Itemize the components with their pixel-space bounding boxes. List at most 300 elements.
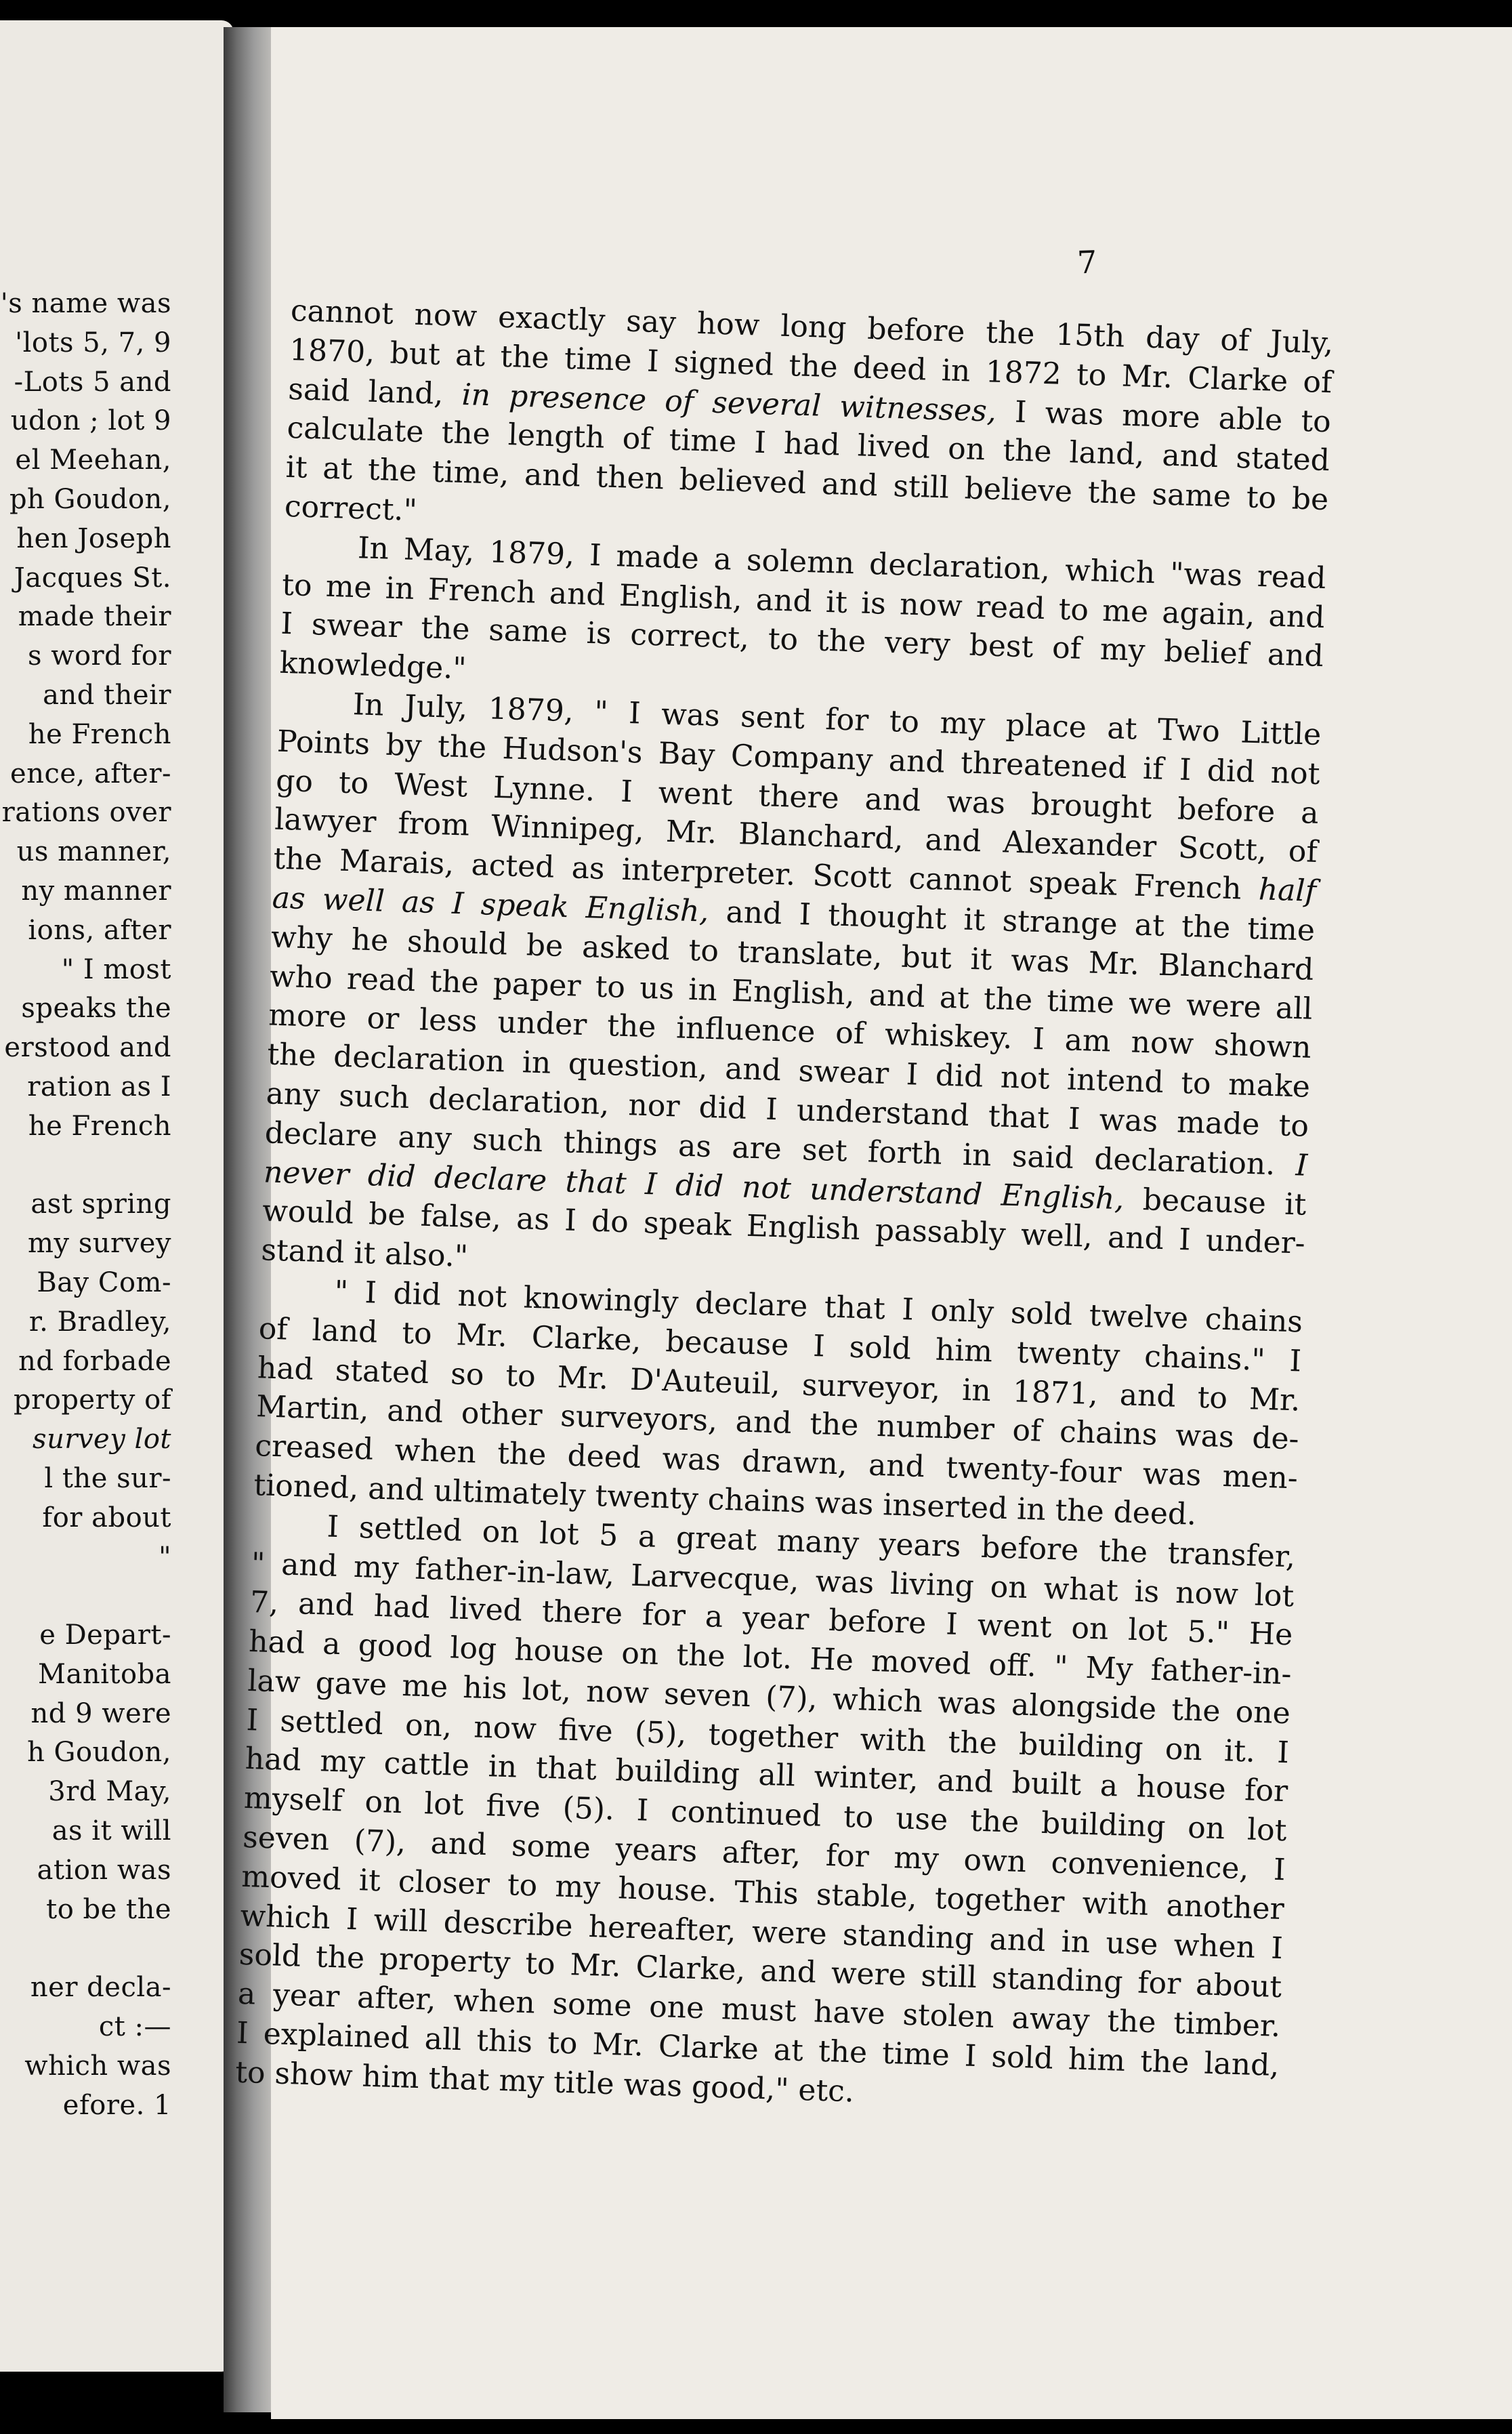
word: at xyxy=(455,337,486,373)
word: do xyxy=(591,1203,629,1240)
previous-page-line: e Depart- xyxy=(39,1620,171,1651)
previous-page-line: hen Joseph xyxy=(16,522,171,554)
italic-word: as xyxy=(272,880,306,917)
word: but xyxy=(389,335,441,372)
word: D'Auteuil, xyxy=(629,1362,781,1401)
word: thought xyxy=(827,898,948,936)
word: sold xyxy=(1010,1296,1073,1332)
word: time xyxy=(668,423,738,460)
word: creased xyxy=(254,1428,374,1467)
word: Mr. xyxy=(455,1317,508,1354)
word: such xyxy=(471,1121,544,1159)
previous-page-line: Jacques St. xyxy=(14,562,171,594)
word: but xyxy=(900,939,952,976)
word: Little xyxy=(1240,715,1322,753)
word: now xyxy=(473,1710,537,1747)
previous-page-line xyxy=(1,1147,171,1186)
previous-page-line: h Goudon, xyxy=(27,1737,171,1769)
word: lot xyxy=(539,1516,580,1552)
word: before xyxy=(866,311,966,350)
word: it xyxy=(825,584,848,620)
word: the xyxy=(420,611,471,647)
word: I xyxy=(326,1509,339,1544)
word: me xyxy=(401,1668,448,1705)
word: forth xyxy=(867,1134,943,1172)
word: was xyxy=(1098,1102,1158,1139)
word: time xyxy=(1046,983,1115,1020)
word: men- xyxy=(1221,1459,1299,1496)
word: the xyxy=(1002,433,1053,470)
word: Blanchard, xyxy=(738,817,904,857)
word: years xyxy=(878,1526,962,1564)
word: the xyxy=(272,841,323,878)
previous-page-line: which was xyxy=(24,2050,171,2082)
word: lived xyxy=(448,1591,523,1628)
word: swear xyxy=(797,1054,889,1092)
word: I xyxy=(1032,1022,1045,1057)
previous-page-line: ions, after xyxy=(28,914,171,946)
word: I xyxy=(628,695,642,731)
previous-page-line: survey lot xyxy=(33,1424,171,1456)
word: translate, xyxy=(737,934,883,974)
word: set xyxy=(801,1132,848,1169)
word: was xyxy=(937,1685,997,1722)
word: that xyxy=(535,1750,597,1788)
word: to xyxy=(1246,480,1277,516)
italic-word: witnesses, xyxy=(839,389,997,429)
word: I xyxy=(1179,752,1192,787)
word: closer xyxy=(398,1864,490,1902)
word: tioned, xyxy=(253,1468,360,1506)
word: and xyxy=(821,466,879,503)
word: and xyxy=(936,1763,994,1800)
previous-page-line: us manner, xyxy=(16,836,171,868)
word: the xyxy=(983,981,1033,1018)
word: belief xyxy=(1163,634,1249,672)
previous-page-line: s word for xyxy=(27,640,171,672)
word: lot xyxy=(423,1786,465,1823)
word: declaration. xyxy=(1093,1141,1276,1182)
word: why xyxy=(270,920,333,957)
italic-word: English, xyxy=(1000,1178,1125,1216)
word: now xyxy=(1130,1025,1194,1062)
italic-word: several xyxy=(711,385,822,424)
word: " xyxy=(593,695,609,730)
word: still xyxy=(920,1958,978,1996)
word: same xyxy=(1151,477,1232,514)
previous-page-line: erstood and xyxy=(4,1032,171,1064)
word: chains xyxy=(1204,1302,1303,1340)
word: sold xyxy=(238,1937,301,1975)
word: whiskey. xyxy=(884,1017,1013,1056)
word: because xyxy=(1142,1182,1267,1221)
word: declare xyxy=(264,1115,378,1154)
word: there xyxy=(757,778,840,816)
word: now xyxy=(899,587,963,623)
word: and xyxy=(755,582,813,619)
word: I xyxy=(765,1092,778,1128)
word: Mr. xyxy=(665,814,717,851)
word: and xyxy=(429,1825,488,1863)
word: correct, xyxy=(629,617,750,656)
word: at xyxy=(773,2032,804,2069)
word: Marais, xyxy=(339,843,455,882)
word: convenience, xyxy=(1050,1845,1250,1886)
word: us xyxy=(639,970,675,1006)
word: make xyxy=(1227,1067,1311,1105)
word: moved xyxy=(240,1859,342,1897)
word: I xyxy=(1276,1735,1290,1771)
word: on xyxy=(947,431,986,468)
word: Clarke, xyxy=(635,1950,747,1988)
word: sent xyxy=(740,699,805,737)
word: building xyxy=(1018,1727,1144,1766)
word: read xyxy=(975,589,1046,626)
word: cannot xyxy=(908,861,1013,899)
word: knowingly xyxy=(523,1280,679,1320)
word: of xyxy=(1219,323,1251,358)
word: the xyxy=(1098,1533,1148,1570)
word: in xyxy=(961,1372,992,1408)
word: in xyxy=(487,1749,518,1786)
word: property xyxy=(379,1941,511,1981)
word: the xyxy=(315,1939,365,1977)
word: I xyxy=(812,1328,826,1364)
word: did xyxy=(935,1058,984,1094)
word: transfer, xyxy=(1167,1535,1296,1575)
word: show xyxy=(274,2056,354,2093)
word: a xyxy=(1099,1769,1118,1804)
word: be xyxy=(368,1197,406,1233)
word: such xyxy=(338,1078,411,1115)
word: Clarke xyxy=(658,2029,759,2067)
word: for xyxy=(642,1597,686,1634)
previous-page-line: efore. 1 xyxy=(62,2089,171,2121)
word: timber. xyxy=(1173,2006,1281,2044)
word: to xyxy=(1278,1108,1309,1144)
previous-page-line: made their xyxy=(18,601,171,633)
word: log xyxy=(449,1630,497,1667)
word: a xyxy=(1300,795,1320,831)
word: more xyxy=(1121,398,1201,435)
word: only xyxy=(929,1293,995,1330)
word: I xyxy=(620,774,633,809)
word: winter, xyxy=(813,1759,919,1798)
italic-word: I xyxy=(644,1166,658,1202)
word: my xyxy=(893,1840,940,1877)
italic-word: of xyxy=(664,384,694,419)
word: another xyxy=(1165,1888,1285,1927)
word: I xyxy=(245,1702,259,1738)
word: to xyxy=(505,1358,537,1394)
word: is xyxy=(1133,1573,1160,1609)
word: lot xyxy=(1254,1577,1295,1613)
word: him xyxy=(1068,2042,1126,2079)
word: land xyxy=(311,1313,379,1350)
word: of xyxy=(258,1311,289,1347)
previous-page-line: " xyxy=(159,1541,171,1573)
word: inserted xyxy=(882,1487,1009,1526)
word: drawn, xyxy=(741,1443,848,1482)
word: made xyxy=(1176,1105,1261,1142)
word: be xyxy=(1291,481,1329,518)
previous-page-line xyxy=(1,1577,171,1616)
word: years xyxy=(614,1832,698,1870)
word: in xyxy=(688,972,718,1008)
word: intend xyxy=(1066,1062,1164,1100)
previous-page-line xyxy=(1,1929,171,1968)
word: be xyxy=(526,928,564,964)
word: calculate xyxy=(286,411,425,450)
word: went xyxy=(657,775,734,812)
word: some xyxy=(511,1828,591,1866)
word: on xyxy=(1070,1611,1110,1647)
word: influence xyxy=(675,1010,816,1050)
italic-word: did xyxy=(367,1157,417,1194)
word: acted xyxy=(470,847,555,885)
word: stated xyxy=(1235,440,1330,478)
word: of xyxy=(1288,834,1318,870)
word: to xyxy=(1076,357,1108,393)
word: a xyxy=(237,1977,257,2012)
word: stable, xyxy=(816,1877,918,1916)
previous-page-line: speaks the xyxy=(21,993,171,1025)
word: which xyxy=(1064,552,1156,591)
word: myself xyxy=(243,1781,343,1819)
previous-page-line: my survey xyxy=(27,1228,171,1260)
word: 1870, xyxy=(289,332,375,370)
word: any xyxy=(397,1119,453,1156)
italic-word: not xyxy=(741,1170,792,1206)
word: off. xyxy=(988,1647,1037,1684)
word: things xyxy=(562,1124,658,1163)
word: passably xyxy=(875,1213,1007,1252)
word: and xyxy=(888,743,946,780)
word: had xyxy=(248,1624,306,1661)
word: must xyxy=(721,1992,797,2029)
word: exactly xyxy=(497,300,606,338)
word: am xyxy=(1064,1023,1112,1059)
word: the xyxy=(675,1637,726,1674)
word: chains xyxy=(707,1482,806,1520)
word: when xyxy=(453,1983,536,2021)
word: was xyxy=(1175,1418,1235,1455)
word: me xyxy=(1101,593,1149,630)
word: had xyxy=(783,426,841,463)
word: " xyxy=(251,1546,266,1582)
word: was xyxy=(1010,943,1070,980)
word: false, xyxy=(420,1199,502,1236)
word: who xyxy=(269,959,333,995)
word: the xyxy=(497,1436,547,1472)
word: knowledge." xyxy=(278,645,467,686)
word: "was xyxy=(1169,556,1243,594)
word: was xyxy=(661,1441,721,1478)
word: and xyxy=(524,457,581,494)
word: lawyer xyxy=(274,802,377,840)
word: English, xyxy=(618,578,743,617)
word: him xyxy=(935,1332,993,1369)
word: about xyxy=(1195,1967,1282,2005)
word: and xyxy=(297,1586,355,1624)
word: with xyxy=(859,1722,927,1759)
word: was xyxy=(1044,395,1104,432)
word: how xyxy=(696,306,761,343)
word: of xyxy=(621,421,652,457)
body-text xyxy=(234,291,1334,2125)
word: cannot xyxy=(290,293,394,331)
italic-word: understand xyxy=(809,1172,983,1212)
word: say xyxy=(625,304,677,340)
word: are xyxy=(731,1130,782,1167)
word: my xyxy=(1099,632,1146,669)
word: not xyxy=(457,1278,507,1315)
previous-page-line: ence, after- xyxy=(10,758,171,789)
word: the xyxy=(816,623,866,660)
word: were xyxy=(1185,987,1262,1025)
word: In xyxy=(352,687,385,723)
word: one xyxy=(648,1989,705,2026)
word: year xyxy=(272,1977,341,2015)
previous-page-line: and their xyxy=(43,679,171,711)
word: did xyxy=(698,1090,747,1126)
word: the xyxy=(809,1407,860,1443)
word: believed xyxy=(679,462,807,501)
word: the xyxy=(367,452,417,489)
word: chains xyxy=(1059,1414,1158,1453)
word: swear xyxy=(311,607,403,645)
word: of xyxy=(1011,1413,1043,1449)
word: the xyxy=(437,728,487,766)
word: that xyxy=(427,2061,490,2098)
previous-page-line: ration as I xyxy=(27,1071,171,1102)
word: all xyxy=(757,1758,796,1794)
word: place xyxy=(1005,707,1087,745)
word: to xyxy=(1058,592,1089,627)
word: I xyxy=(945,1607,959,1643)
word: said xyxy=(1011,1138,1074,1176)
word: my xyxy=(939,705,986,742)
previous-page-line: rations over xyxy=(1,797,171,829)
word: to xyxy=(281,567,313,603)
word: for xyxy=(824,702,870,739)
word: sold xyxy=(848,1329,912,1367)
word: my xyxy=(554,1869,601,1905)
word: 15th xyxy=(1055,317,1126,354)
word: on xyxy=(364,1784,403,1821)
word: Scott xyxy=(812,858,892,896)
word: as xyxy=(570,850,606,887)
word: cattle xyxy=(383,1746,470,1783)
word: one xyxy=(1235,1694,1291,1731)
word: for xyxy=(825,1838,870,1874)
previous-page-line: -Lots 5 and xyxy=(14,366,171,398)
word: a xyxy=(713,541,732,577)
previous-page-line: for about xyxy=(42,1502,171,1533)
word: not xyxy=(1270,755,1321,791)
word: as xyxy=(516,1201,550,1237)
word: father-in-law, xyxy=(414,1551,615,1592)
word: length xyxy=(507,417,606,456)
word: should xyxy=(406,924,508,962)
previous-page-fragment xyxy=(0,20,234,2372)
word: He xyxy=(1248,1616,1294,1653)
word: I xyxy=(280,606,293,642)
word: and xyxy=(549,575,606,613)
word: and xyxy=(864,781,922,819)
previous-page-line: Manitoba xyxy=(38,1658,171,1690)
word: of xyxy=(1051,630,1082,667)
word: other xyxy=(461,1396,543,1433)
word: he xyxy=(351,922,389,958)
word: to xyxy=(688,932,719,969)
word: deed. xyxy=(1112,1494,1197,1532)
word: was xyxy=(814,1485,875,1522)
word: the xyxy=(985,315,1036,352)
word: I xyxy=(646,344,660,379)
word: lot xyxy=(1246,1812,1288,1849)
word: I xyxy=(1014,394,1028,430)
word: de- xyxy=(1251,1420,1300,1457)
word: Hudson's xyxy=(501,730,644,770)
word: also." xyxy=(384,1237,469,1275)
word: law xyxy=(247,1663,301,1700)
word: paper xyxy=(492,966,582,1004)
word: have xyxy=(813,1994,886,2032)
word: is xyxy=(586,616,612,652)
word: the xyxy=(606,1008,657,1045)
previous-page-line: udon ; lot 9 xyxy=(10,405,171,437)
word: five xyxy=(485,1788,541,1825)
word: together xyxy=(707,1717,839,1756)
word: French xyxy=(427,572,537,611)
word: to xyxy=(401,1315,433,1351)
word: believe xyxy=(963,471,1073,510)
word: it xyxy=(358,1863,381,1899)
previous-page-line: 3rd May, xyxy=(48,1776,171,1808)
word: brought xyxy=(1030,787,1152,825)
word: surveyors, xyxy=(560,1399,718,1439)
word: because xyxy=(665,1323,790,1363)
word: the xyxy=(818,2034,868,2071)
word: the xyxy=(1181,909,1231,945)
word: twenty xyxy=(1016,1335,1121,1373)
word: declaration, xyxy=(868,546,1051,587)
previous-page-line: to be the xyxy=(46,1893,171,1925)
previous-page-text xyxy=(1,285,171,2125)
word: to xyxy=(1300,403,1332,439)
word: deed xyxy=(566,1438,642,1476)
word: Mr. xyxy=(1120,358,1173,395)
word: the xyxy=(1106,2004,1157,2040)
word: for xyxy=(1137,1965,1182,2002)
word: 1871, xyxy=(1012,1374,1099,1411)
word: so xyxy=(450,1356,485,1393)
word: able xyxy=(1218,400,1284,438)
word: the xyxy=(788,348,839,385)
word: own xyxy=(963,1842,1027,1880)
word: in xyxy=(385,571,415,606)
word: land, xyxy=(367,374,444,411)
word: this xyxy=(476,2023,533,2060)
word: good," xyxy=(691,2069,790,2107)
word: and xyxy=(1161,438,1219,475)
word: In xyxy=(357,531,390,566)
word: I xyxy=(798,896,812,932)
previous-page-line: ny manner xyxy=(21,875,171,907)
previous-page-line: nd forbade xyxy=(18,1345,171,1377)
word: on xyxy=(1187,1810,1225,1847)
